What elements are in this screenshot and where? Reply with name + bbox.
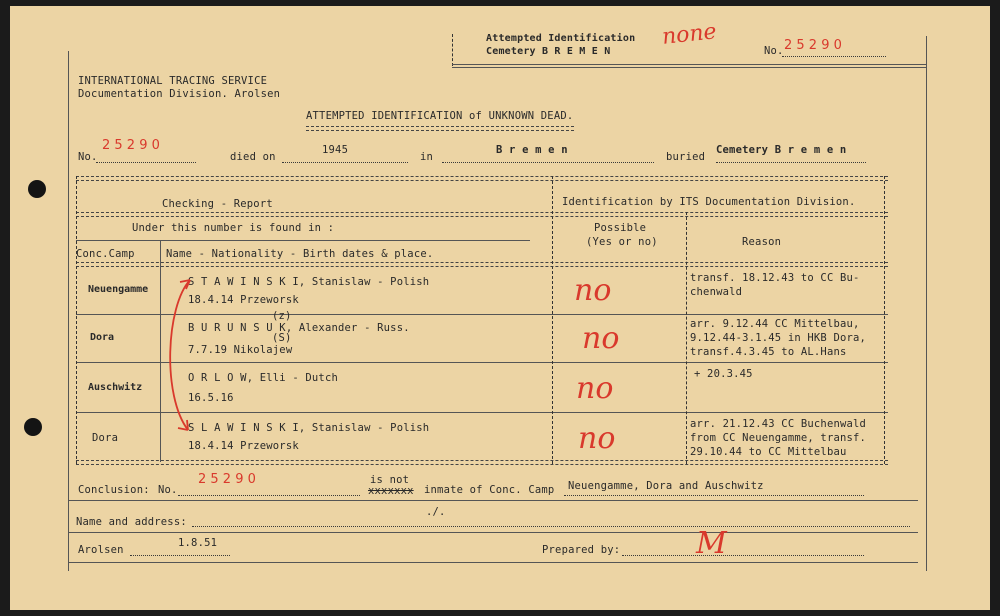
possible-no-mark: no [582, 321, 620, 356]
table-right-border [884, 176, 885, 464]
id-box-no-label: No. [764, 45, 784, 57]
buried-value: Cemetery B r e m e n [716, 144, 847, 156]
conclusion-camps: Neuengamme, Dora and Auschwitz [568, 480, 764, 492]
arolsen-date: 1.8.51 [178, 537, 218, 549]
record-no-label: No. [78, 151, 98, 163]
id-box-cemetery: Cemetery B R E M E N [486, 46, 611, 57]
name-address-dots [192, 526, 910, 527]
person-name-line: B U R U N S U K, Alexander - Russ. [188, 322, 410, 334]
frame-left [68, 51, 69, 571]
buried-label: buried [666, 151, 706, 163]
page-title: ATTEMPTED IDENTIFICATION of UNKNOWN DEAD. [306, 110, 574, 122]
record-no-dots [96, 162, 196, 163]
reason-line: chenwald [690, 286, 743, 298]
camp-column-header: Conc.Camp [76, 248, 135, 260]
person-birth-line: 7.7.19 Nikolajew [188, 344, 293, 356]
identification-header: Identification by ITS Documentation Division. [562, 196, 856, 208]
possible-no-mark: no [576, 371, 614, 406]
id-box-title: Attempted Identification [486, 33, 636, 44]
camp-cell: Dora [90, 332, 115, 343]
prepared-dots [622, 555, 864, 556]
is-not-text: is not [370, 474, 410, 486]
row-rule-3 [76, 412, 888, 413]
person-name-line: O R L O W, Elli - Dutch [188, 372, 338, 384]
reason-line: 29.10.44 to CC Mittelbau [690, 446, 847, 458]
reason-line: transf.4.3.45 to AL.Hans [690, 346, 847, 358]
reason-line: arr. 9.12.44 CC Mittelbau, [690, 318, 860, 330]
camp-cell: Auschwitz [88, 382, 143, 393]
died-dots [282, 162, 408, 163]
possible-header-sub: (Yes or no) [586, 236, 658, 248]
in-dots [442, 162, 654, 163]
in-value: B r e m e n [496, 144, 568, 156]
prepared-label: Prepared by: [542, 544, 621, 556]
possible-no-mark: no [574, 273, 612, 308]
inmate-text: inmate of Conc. Camp [424, 484, 555, 496]
reason-line: arr. 21.12.43 CC Buchenwald [690, 418, 867, 430]
name-annotation: (z) [272, 310, 292, 322]
camp-cell: Neuengamme [88, 284, 149, 295]
conclusion-no-value: 2 5 2 9 0 [198, 472, 256, 487]
conclusion-slash: ./. [426, 506, 446, 518]
id-box-bottom-border [452, 64, 926, 68]
person-birth-line: 18.4.14 Przeworsk [188, 294, 299, 306]
buried-dots [716, 162, 866, 163]
name-annotation: (S) [272, 332, 292, 344]
name-column-header: Name - Nationality - Birth dates & place. [166, 248, 434, 260]
org-division: Documentation Division. Arolsen [78, 88, 281, 100]
id-box-no-value: 2 5 2 9 0 [784, 38, 842, 53]
reason-line: + 20.3.45 [694, 368, 753, 380]
table-left-border [76, 176, 77, 464]
person-name-line: S L A W I N S K I, Stanislaw - Polish [188, 422, 430, 434]
red-link-arrow [160, 276, 196, 436]
possible-header: Possible [594, 222, 647, 234]
conclusion-rule [68, 500, 918, 501]
punch-hole-bottom [24, 418, 42, 436]
conclusion-no-dots [178, 495, 360, 496]
conclusion-no-label: No. [158, 484, 178, 496]
table-top-rule [76, 176, 888, 181]
under-number-header: Under this number is found in : [132, 222, 335, 234]
under-number-rule [76, 240, 530, 241]
camps-dots [564, 495, 864, 496]
conclusion-label: Conclusion: [78, 484, 150, 496]
struck-text: xxxxxxx [368, 485, 414, 497]
footer-rule [68, 562, 918, 563]
frame-right [926, 36, 927, 571]
reason-line: from CC Neuengamme, transf. [690, 432, 867, 444]
in-label: in [420, 151, 434, 163]
org-name: INTERNATIONAL TRACING SERVICE [78, 75, 268, 87]
possible-no-mark: no [578, 421, 616, 456]
died-label: died on [230, 151, 276, 163]
prepared-initial: M [696, 526, 727, 561]
died-value: 1945 [322, 144, 349, 156]
record-no-value: 2 5 2 9 0 [102, 138, 160, 153]
document-card [10, 6, 990, 610]
person-name-line: S T A W I N S K I, Stanislaw - Polish [188, 276, 430, 288]
punch-hole-top [28, 180, 46, 198]
name-address-rule [68, 532, 918, 533]
id-box-no-dots [782, 56, 886, 57]
id-box-left-border [452, 34, 453, 66]
possible-reason-divider [686, 212, 687, 464]
arolsen-dots [130, 555, 230, 556]
row-rule-2 [76, 362, 888, 363]
title-underline [306, 126, 574, 131]
person-birth-line: 16.5.16 [188, 392, 234, 404]
checking-ident-divider [552, 176, 553, 464]
camp-cell: Dora [92, 432, 119, 444]
table-header-rule [76, 212, 888, 217]
table-bottom-rule [76, 460, 888, 465]
name-address-label: Name and address: [76, 516, 187, 528]
reason-line: transf. 18.12.43 to CC Bu- [690, 272, 860, 284]
checking-report-header: Checking - Report [162, 198, 273, 210]
reason-line: 9.12.44-3.1.45 in HKB Dora, [690, 332, 867, 344]
handwritten-none: none [660, 19, 718, 50]
row-rule-1 [76, 314, 888, 315]
person-birth-line: 18.4.14 Przeworsk [188, 440, 299, 452]
reason-header: Reason [742, 236, 782, 248]
arolsen-label: Arolsen [78, 544, 124, 556]
columns-header-rule [76, 262, 888, 267]
